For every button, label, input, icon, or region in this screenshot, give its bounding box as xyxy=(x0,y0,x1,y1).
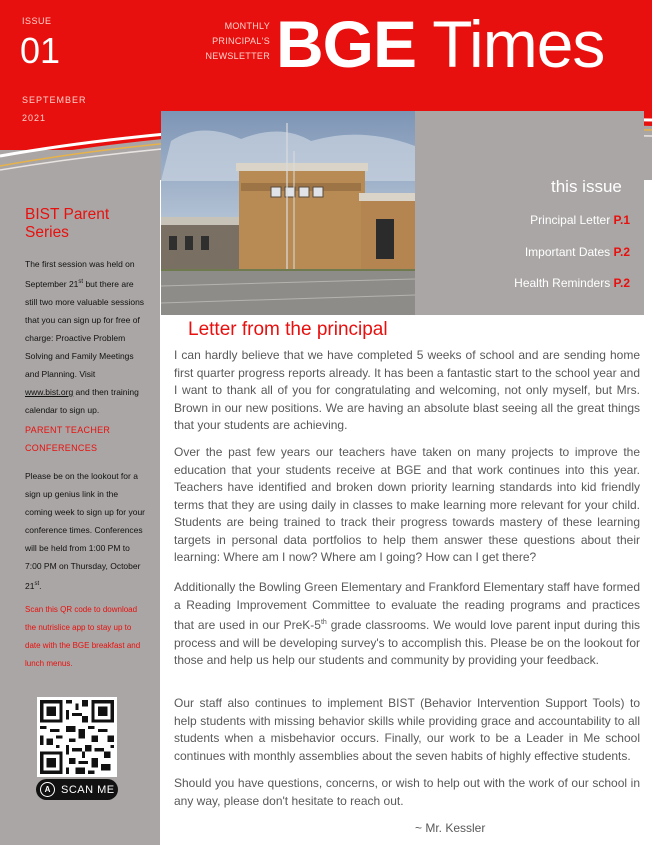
bist-text-3: and then training calendar to sign up. xyxy=(25,386,139,415)
bist-title: BIST Parent Series xyxy=(25,206,110,241)
school-building-photo xyxy=(161,111,415,315)
bist-link[interactable]: www.bist.org xyxy=(25,386,74,397)
toc-item-health-reminders[interactable] xyxy=(514,276,630,290)
p3-part-b: grade classrooms. We would love parent input during this process and will be developing survey's to accomplish this. Please be on the lookout for those and help us help our students and community by providing your feedback. xyxy=(174,618,640,667)
qr-note: Scan this QR code to download the nutrislice app to stay up to date with the BGE breakfast and lunch menus. xyxy=(25,605,141,668)
tagline-line-3: NEWSLETTER xyxy=(205,51,270,61)
ptc-title: PARENT TEACHER CONFERENCES xyxy=(25,425,111,453)
letter-signoff: ~ Mr. Kessler xyxy=(415,821,486,835)
newsletter-tagline xyxy=(190,19,270,64)
toc-label: Important Dates xyxy=(524,245,614,259)
ptc-text-2: . xyxy=(39,580,42,591)
ptc-text-1: Please be on the lookout for a sign up genius link in the coming week to sign up for your conference times. Conferences will be held from 1:00 PM to 7:00 PM on Thursday, October 21 xyxy=(25,471,146,591)
bist-sup: st xyxy=(78,279,84,285)
toc-label: Principal Letter xyxy=(530,213,614,227)
issue-label: ISSUE xyxy=(22,16,52,26)
title-bold: BGE xyxy=(276,7,417,81)
issue-month: SEPTEMBER xyxy=(22,95,87,105)
toc-label: Health Reminders xyxy=(514,276,614,290)
letter-paragraph-3 xyxy=(174,579,640,670)
title-light: Times xyxy=(432,7,605,81)
newsletter-title xyxy=(276,6,604,82)
ptc-sup: st xyxy=(34,581,40,587)
issue-number: 01 xyxy=(20,30,61,71)
bist-text-2: but there are still two more valuable sessions that you can sign up for free of charge: Proactive Problem Solving and Family Meetings and Planning. Visit xyxy=(25,278,145,379)
qr-code[interactable] xyxy=(37,697,117,777)
scan-me-label: SCAN ME xyxy=(61,783,115,796)
letter-title: Letter from the principal xyxy=(188,319,388,340)
p3-sup: th xyxy=(320,619,327,626)
letter-paragraph-5: Should you have questions, concerns, or wish to help out with the work of our school in any way, please don't hesitate to reach out. xyxy=(174,776,640,808)
toc-page: P.1 xyxy=(613,213,630,227)
tagline-line-1: MONTHLY xyxy=(224,21,270,31)
scan-me-button[interactable] xyxy=(36,779,118,800)
toc-item-important-dates[interactable] xyxy=(525,245,630,259)
toc-page: P.2 xyxy=(613,276,630,290)
toc-item-principal-letter[interactable] xyxy=(530,213,630,227)
this-issue-heading: this issue xyxy=(551,177,622,196)
tagline-line-2: PRINCIPAL'S xyxy=(212,36,270,46)
ptc-text xyxy=(25,467,145,595)
issue-year: 2021 xyxy=(22,113,47,123)
letter-paragraph-4: Our staff also continues to implement BIST (Behavior Intervention Support Tools) to help students with missing behavior skills while providing grace and accountability to all students when a misbehavior occurs. Finally, our work to be a Leader in Me school continues with monthly assemblies about the seven habits of highly effective students. xyxy=(174,696,640,763)
p3-part-a: Additionally the Bowling Green Elementary and Frankford Elementary staff have formed a Reading Improvement Committee to evaluate the reading programs and practices that are used in our PreK-5 xyxy=(174,580,640,632)
toc-page: P.2 xyxy=(613,245,630,259)
letter-paragraph-2: Over the past few years our teachers have taken on many projects to improve the education that your students receive at BGE and that work continues into this year. Teachers have identified and broken down priority learning standards into kid friendly terms that they are using daily in classes to make learning more relevant for your child. Students are being trained to track their progress towards mastery of these learning targets in personal data portfolios to help them answer these questions about their learning: Where am I now? Where am I going? How can I get there? xyxy=(174,445,640,564)
bist-text xyxy=(25,255,145,419)
app-logo-icon: A xyxy=(40,782,55,797)
letter-paragraph-1: I can hardly believe that we have completed 5 weeks of school and are sending home first quarter progress reports already. It has been a fantastic start to the school year and I want to thank all of you for congratulating and welcoming, not only myself, but Mrs. Brown in our new positions. We are having an absolute blast seeing all the great things that your students are achieving. xyxy=(174,348,640,432)
bist-text-1: The first session was held on September 21 xyxy=(25,259,135,289)
